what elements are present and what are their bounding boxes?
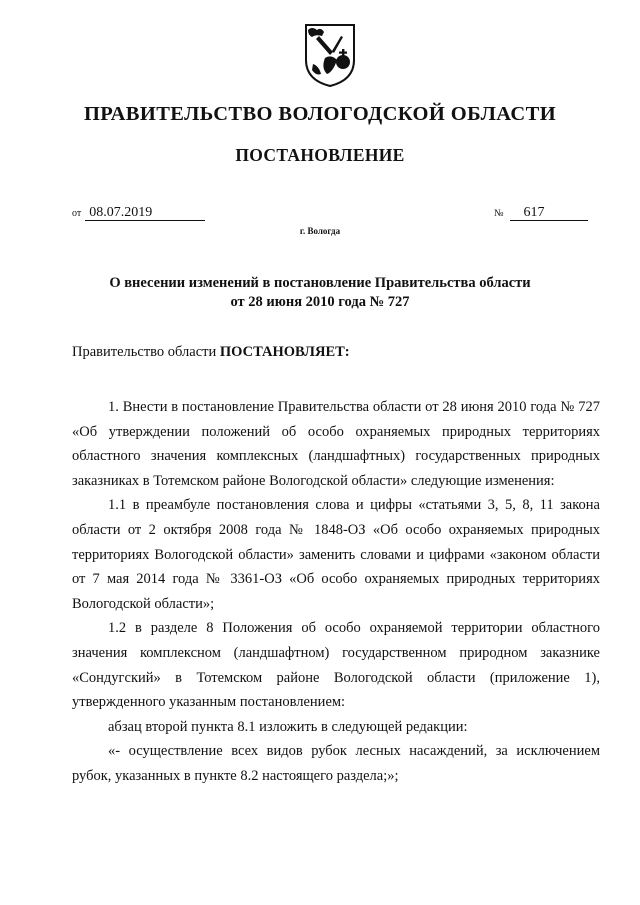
document-date [72, 205, 205, 221]
paragraph: 1.1 в преамбуле постановления слова и цифры «статьями 3, 5, 8, 11 закона области от 2 октября 2008 года № 1848-ОЗ «Об особо охраняемых природных территориях Вологодской области» заменить словами и цифрами «законом области от 7 мая 2014 года № 3361-ОЗ «Об особо охраняемых природных территориях Вологодской области»; [72, 497, 600, 612]
number-prefix: № [494, 208, 504, 219]
paragraph: 1. Внести в постановление Правительства области от 28 июня 2010 года № 727 «Об утверждении положений об особо охраняемых природных территориях областного значения комплексных (ландшафтных) государственных природных заказниках в Тотемском районе Вологодской области» следующие изменения: [72, 399, 600, 489]
document-number [494, 205, 588, 221]
vologda-coat-of-arms-icon [303, 22, 357, 88]
document-kind: ПОСТАНОВЛЕНИЕ [235, 145, 405, 165]
date-prefix: от [72, 208, 82, 219]
subject-line-2: от 28 июня 2010 года № 727 [230, 294, 410, 310]
government-title: ПРАВИТЕЛЬСТВО ВОЛОГОДСКОЙ ОБЛАСТИ [83, 103, 557, 125]
city: г. Вологда [299, 226, 341, 236]
number-value: 617 [510, 205, 588, 221]
subject-line-1: О внесении изменений в постановление Правительства области [109, 275, 531, 291]
date-value: 08.07.2019 [85, 205, 205, 221]
paragraph: 1.2 в разделе 8 Положения об особо охраняемой территории областного значения комплексном (ландшафтном) государственном природном заказнике «Сондугский» в Тотемском районе Вологодской области (приложение 1), утвержденного указанным постановлением: [72, 620, 600, 711]
document-body [72, 395, 600, 789]
paragraph: «- осуществление всех видов рубок лесных насаждений, за исключением рубок, указанных в пункте 8.2 настоящего раздела;»; [72, 743, 600, 784]
decree-lead: Правительство области [72, 344, 217, 360]
paragraph: абзац второй пункта 8.1 изложить в следующей редакции: [108, 718, 468, 735]
document-subject [60, 274, 580, 312]
decree-verb: ПОСТАНОВЛЯЕТ: [219, 344, 350, 360]
decree-line [72, 344, 350, 361]
